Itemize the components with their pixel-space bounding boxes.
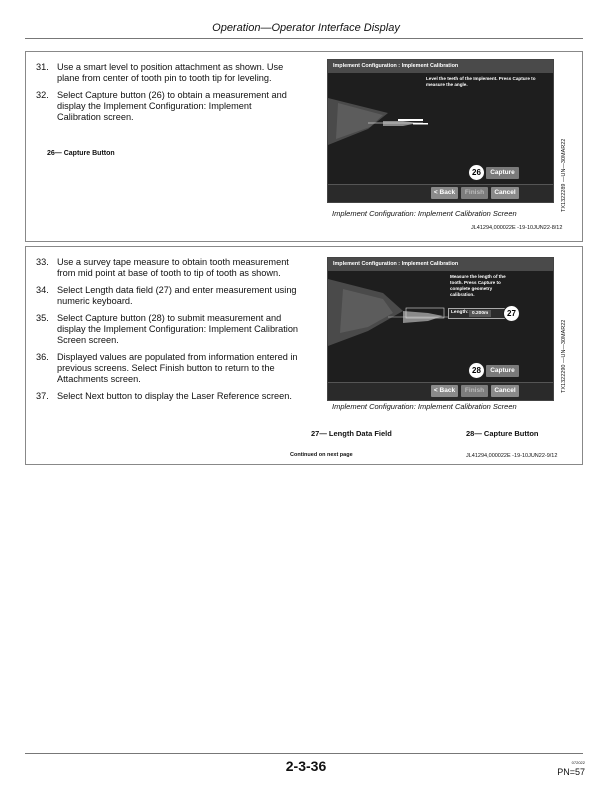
step-item (38, 90, 290, 123)
reference-code: JL41294,000022E -19-10JUN22-8/12 (471, 225, 563, 231)
screen-bottom-bar (328, 184, 553, 202)
step-number: 34. (36, 285, 49, 295)
length-data-field[interactable] (448, 308, 510, 319)
back-button[interactable]: < Back (431, 385, 458, 397)
step-number: 32. (36, 90, 49, 100)
image-id: TX1322290 —UN—30MAR22 (561, 319, 567, 393)
step-text: Use a survey tape measure to obtain tooth measurement from mid point at base of tooth to tip of tooth as shown. (57, 257, 289, 278)
step-item (38, 257, 300, 279)
step-number: 33. (36, 257, 49, 267)
step-text: Select Length data field (27) and enter measurement using numeric keyboard. (57, 285, 297, 306)
image-id: TX1322289 —UN—30MAR22 (561, 138, 567, 212)
step-item (38, 62, 290, 84)
bucket-tooth-image (328, 271, 553, 383)
step-item (38, 285, 300, 307)
footer-rule (25, 753, 583, 754)
back-button[interactable]: < Back (431, 187, 458, 199)
screen-caption: Implement Configuration: Implement Calibration Screen (332, 402, 517, 411)
steps-list (38, 257, 300, 408)
section-steps-33-37 (25, 246, 583, 465)
step-number: 37. (36, 391, 49, 401)
bucket-tooth-image (328, 73, 553, 185)
cancel-button[interactable]: Cancel (491, 187, 519, 199)
calibration-screen-2 (327, 257, 554, 401)
step-item (38, 313, 300, 346)
print-date: 072022 (571, 760, 585, 765)
step-item (38, 352, 300, 385)
screen-instruction: Level the teeth of the Implement. Press Capture to measure the angle. (426, 76, 536, 87)
callout-28-marker: 28 (468, 362, 485, 379)
screen-bottom-bar (328, 382, 553, 400)
screen-instruction: Measure the length of the tooth. Press Capture to complete geometry calibration. (450, 274, 506, 297)
step-text: Select Capture button (26) to obtain a measurement and display the Implement Configuration: Implement Calibration screen. (57, 90, 287, 122)
callout-capture-button: 28— Capture Button (466, 429, 539, 438)
reference-code: JL41294,000022E -19-10JUN22-9/12 (466, 453, 558, 459)
callout-length-data-field: 27— Length Data Field (311, 429, 392, 438)
step-number: 35. (36, 313, 49, 323)
section-steps-31-32 (25, 51, 583, 242)
step-number: 31. (36, 62, 49, 72)
step-text: Select Capture button (28) to submit measurement and display the Implement Configuration: Implement Calibration Screen screen. (57, 313, 299, 345)
length-value[interactable]: 0.200m (469, 310, 491, 317)
steps-list (38, 62, 290, 129)
screen-title: Implement Configuration : Implement Calibration (328, 60, 553, 73)
capture-button[interactable]: Capture (486, 167, 519, 179)
capture-button[interactable]: Capture (486, 365, 519, 377)
continued-note: Continued on next page (290, 452, 353, 458)
cancel-button[interactable]: Cancel (491, 385, 519, 397)
callout-26-marker: 26 (468, 164, 485, 181)
finish-button[interactable]: Finish (461, 187, 488, 199)
step-text: Select Next button to display the Laser Reference screen. (57, 391, 292, 401)
step-item (38, 391, 300, 402)
step-text: Displayed values are populated from information entered in previous screens. Select Finish button to return to the Attachments screen. (57, 352, 298, 384)
page-number: 2-3-36 (285, 758, 327, 774)
callout-capture-button: 26— Capture Button (47, 150, 115, 157)
page-header: Operation—Operator Interface Display (212, 22, 400, 34)
calibration-screen-1 (327, 59, 554, 203)
callout-27-marker: 27 (503, 305, 520, 322)
header-rule (25, 38, 583, 39)
finish-button[interactable]: Finish (461, 385, 488, 397)
screen-caption: Implement Configuration: Implement Calibration Screen (332, 209, 517, 218)
pn-number: PN=57 (557, 767, 585, 777)
screen-title: Implement Configuration : Implement Calibration (328, 258, 553, 271)
length-label: Length: (451, 310, 469, 315)
step-number: 36. (36, 352, 49, 362)
step-text: Use a smart level to position attachment as shown. Use plane from center of tooth pin to tooth tip for leveling. (57, 62, 284, 83)
